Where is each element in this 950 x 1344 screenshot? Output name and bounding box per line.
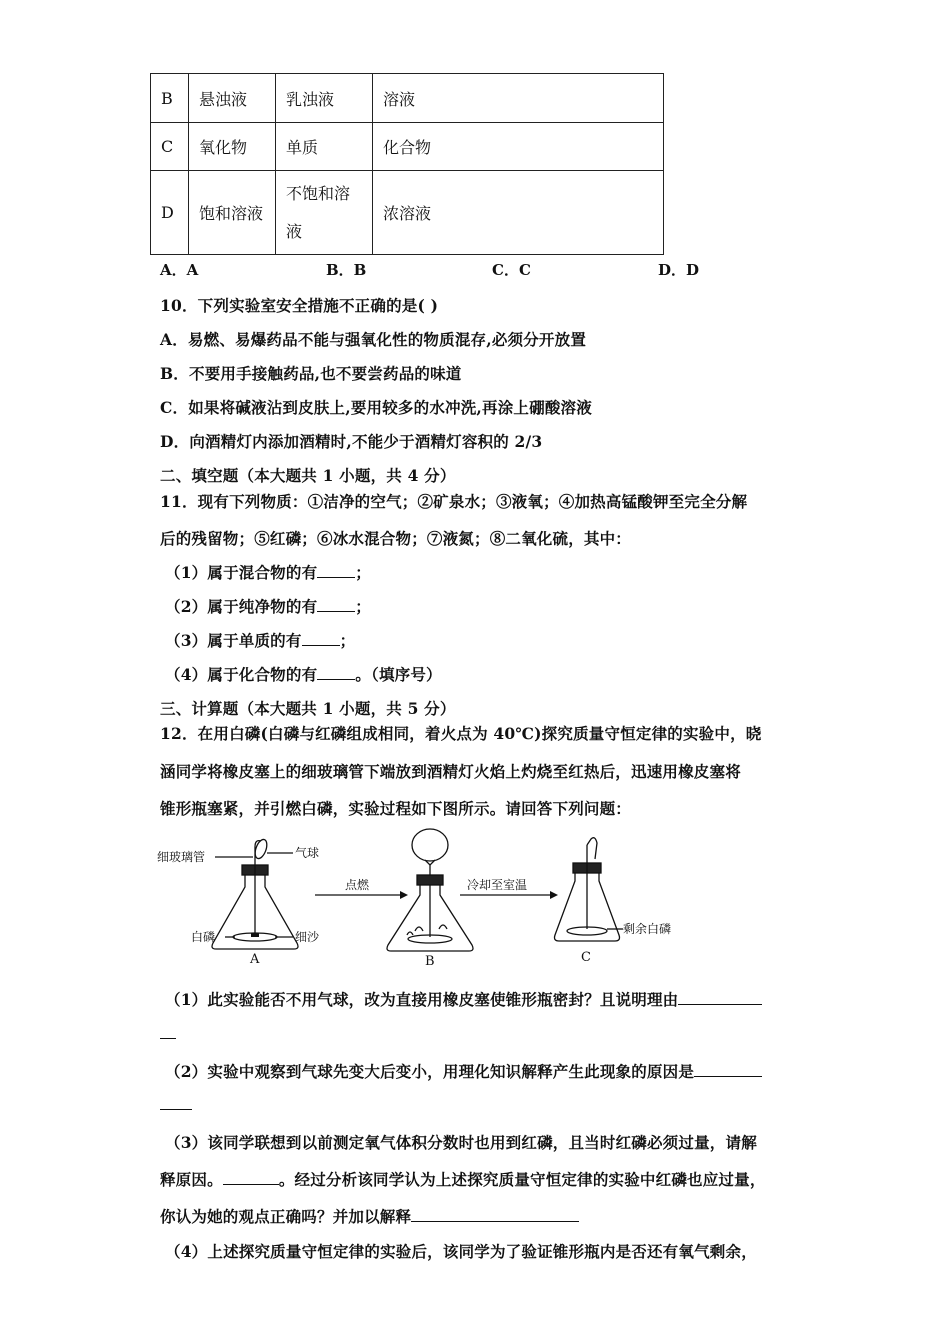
table-cell: 饱和溶液 [189,171,276,255]
answer-blank[interactable] [302,631,340,646]
label-balloon: 气球 [295,846,320,860]
arrow-head [400,891,408,899]
label-sand: 细沙 [295,930,320,944]
choice-b[interactable]: B．B [326,261,367,279]
experiment-diagram [155,825,695,975]
q10-option-a[interactable]: A．易燃、易爆药品不能与强氧化性的物质混存,必须分开放置 [160,330,587,349]
q11-stem-line1: 11．现有下列物质：①洁净的空气；②矿泉水；③液氧；④加热高锰酸钾至完全分解 [160,492,748,511]
q10-stem: 10．下列实验室安全措施不正确的是( ) [160,296,439,315]
q11-part4-text: （4）属于化合物的有 [165,665,318,684]
punct: ； [355,597,371,616]
table-row [151,74,664,123]
label-remaining-phosphorus: 剩余白磷 [623,922,672,936]
label-white-phosphorus: 白磷 [191,930,216,944]
q12-sub1 [165,988,762,1010]
table-cell: 乳浊液 [276,74,373,123]
flask-b [387,829,473,951]
caption-c: C [581,950,591,965]
answer-blank-continued[interactable] [160,1109,192,1110]
experiment-figure [155,825,695,975]
q11-stem-line2: 后的残留物；⑤红磷；⑥冰水混合物；⑦液氮；⑧二氧化硫，其中： [160,529,632,548]
flask-a [212,838,298,949]
choice-a[interactable]: A．A [160,261,199,279]
answer-blank[interactable] [223,1170,279,1185]
q12-sub4: （4）上述探究质量守恒定律的实验后，该同学为了验证锥形瓶内是否还有氧气剩余， [165,1242,757,1261]
choice-c[interactable]: C．C [492,261,531,279]
q11-part2 [165,595,371,617]
q12-sub3-text-c: 你认为她的观点正确吗？并加以解释 [160,1207,412,1226]
punct: ； [355,563,371,582]
section-heading: 二、填空题（本大题共 1 小题，共 4 分） [160,466,456,485]
cell-line: 不饱和溶 [286,183,351,203]
q12-sub1-text: （1）此实验能否不用气球，改为直接用橡皮塞使锥形瓶密封？且说明理由 [165,990,679,1009]
table-cell: B [151,74,189,123]
q12-stem-line1: 12．在用白磷(白磷与红磷组成相同，着火点为 40℃)探究质量守恒定律的实验中，晓 [160,724,762,743]
table-row [151,123,664,171]
label-cool: 冷却至室温 [467,878,528,892]
q10-option-d[interactable]: D．向酒精灯内添加酒精时,不能少于酒精灯容积的 2/3 [160,432,543,451]
arrow-head [550,891,558,899]
caption-a: A [250,952,260,967]
q11-part3 [165,629,355,651]
table-cell: C [151,123,189,171]
answer-blank[interactable] [411,1207,579,1222]
flask-c [555,838,624,941]
answer-blank[interactable] [317,665,355,680]
q12-sub3-line1: （3）该同学联想到以前测定氧气体积分数时也用到红磷，且当时红磷必须过量，请解 [165,1133,757,1152]
classification-table [150,73,664,255]
answer-blank[interactable] [678,990,762,1005]
cell-line: 液 [286,221,303,241]
punct: ； [339,631,356,650]
q11-part2-text: （2）属于纯净物的有 [165,597,318,616]
table-cell: 悬浊液 [189,74,276,123]
label-glass-tube: 细玻璃管 [157,850,206,864]
q12-sub2-text: （2）实验中观察到气球先变大后变小，用理化知识解释产生此现象的原因是 [165,1062,695,1081]
answer-blank[interactable] [694,1062,762,1077]
choice-d[interactable]: D．D [658,261,700,279]
q10-option-b[interactable]: B．不要用手接触药品,也不要尝药品的味道 [160,364,462,383]
q12-sub2 [165,1060,762,1082]
table-cell: 化合物 [373,123,664,171]
table-cell: 浓溶液 [373,171,664,255]
table-cell: D [151,171,189,255]
q12-sub3-text-a: 释原因。 [160,1170,223,1189]
q11-part3-text: （3）属于单质的有 [165,631,302,650]
answer-blank[interactable] [317,597,355,612]
caption-b: B [425,954,435,969]
punct: 。（填序号） [355,665,442,684]
q10-option-c[interactable]: C．如果将碱液沾到皮肤上,要用较多的水冲洗,再涂上硼酸溶液 [160,398,592,417]
phosphorus-a [251,933,259,937]
q12-stem-line3: 锥形瓶塞紧，并引燃白磷，实验过程如下图所示。请回答下列问题： [160,799,632,818]
q12-sub3-line2 [160,1168,766,1190]
q12-sub3-line3 [160,1205,579,1227]
table-cell: 溶液 [373,74,664,123]
table-cell: 单质 [276,123,373,171]
answer-blank-continued[interactable] [160,1038,176,1039]
q11-part1 [165,561,371,583]
table-cell [276,171,373,255]
table-row [151,171,664,255]
q12-stem-line2: 涵同学将橡皮塞上的细玻璃管下端放到酒精灯火焰上灼烧至红热后，迅速用橡皮塞将 [160,762,741,781]
section-heading: 三、计算题（本大题共 1 小题，共 5 分） [160,699,456,718]
q12-sub3-text-b: 。经过分析该同学认为上述探究质量守恒定律的实验中红磷也应过量， [278,1170,766,1189]
label-ignite: 点燃 [345,878,370,892]
q11-part1-text: （1）属于混合物的有 [165,563,318,582]
table-cell: 氧化物 [189,123,276,171]
answer-blank[interactable] [317,563,355,578]
q11-part4 [165,663,442,685]
